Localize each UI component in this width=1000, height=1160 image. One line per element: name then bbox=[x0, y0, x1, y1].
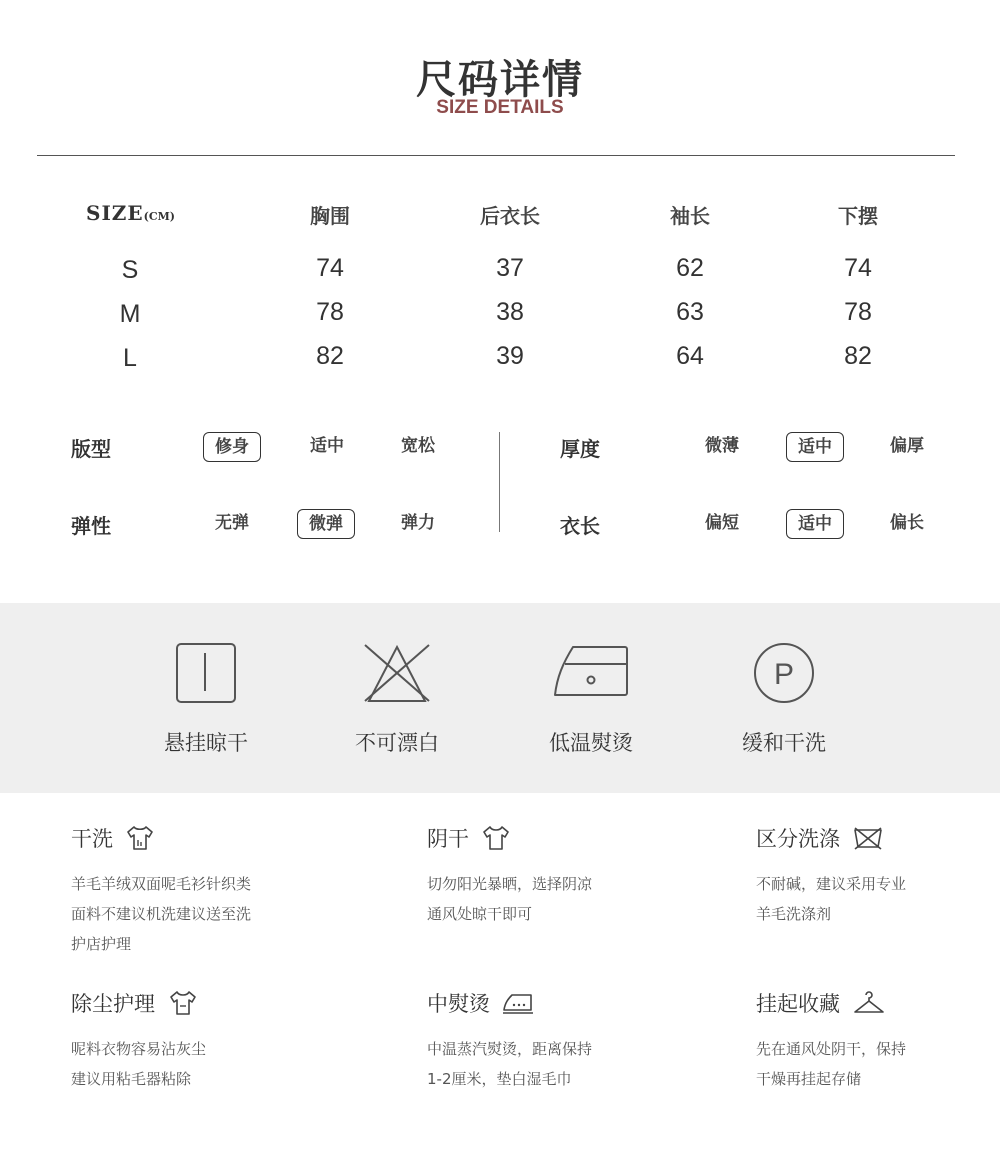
hanger-icon bbox=[852, 989, 886, 1017]
care-tip-shade-dry bbox=[427, 823, 592, 929]
care-tip-line: 羊毛洗涤剂 bbox=[756, 905, 832, 923]
row-size-label: M bbox=[119, 300, 141, 328]
care-tip-hang-store bbox=[756, 988, 906, 1094]
attr-label-fit: 版型 bbox=[71, 437, 111, 461]
option-length-short: 偏短 bbox=[705, 513, 739, 533]
table-cell: 64 bbox=[676, 342, 704, 370]
column-header-chest: 胸围 bbox=[310, 204, 350, 228]
attr-label-length: 衣长 bbox=[560, 514, 600, 538]
hang-dry-icon bbox=[174, 641, 238, 705]
table-cell: 38 bbox=[496, 298, 524, 326]
gentle-dryclean-icon bbox=[752, 641, 816, 705]
table-cell: 37 bbox=[496, 254, 524, 282]
care-symbol-label: 悬挂晾干 bbox=[164, 731, 248, 755]
care-tip-line: 切勿阳光暴晒，选择阴凉 bbox=[427, 875, 593, 893]
svg-text:P: P bbox=[773, 658, 795, 691]
care-tip-title: 阴干 bbox=[427, 827, 469, 851]
attributes-divider bbox=[499, 432, 500, 532]
dryclean-shirt-icon bbox=[125, 824, 155, 852]
low-iron-icon bbox=[551, 641, 631, 705]
care-symbols-band bbox=[0, 603, 1000, 793]
option-thickness-thick: 偏厚 bbox=[890, 436, 924, 456]
column-header-back-length: 后衣长 bbox=[480, 204, 540, 228]
care-tip-line: 干燥再挂起存储 bbox=[756, 1070, 862, 1088]
tshirt-icon bbox=[481, 824, 511, 852]
no-bleach-icon bbox=[361, 641, 433, 705]
care-tip-line: 中温蒸汽熨烫，距离保持 bbox=[427, 1040, 593, 1058]
care-tip-line: 通风处晾干即可 bbox=[427, 905, 533, 923]
care-tip-title: 中熨烫 bbox=[427, 992, 490, 1016]
care-tip-line: 不耐碱，建议采用专业 bbox=[756, 875, 907, 893]
care-tip-dust bbox=[71, 988, 206, 1094]
care-tip-title: 干洗 bbox=[71, 827, 113, 851]
dust-shirt-icon bbox=[167, 989, 199, 1017]
care-tip-dryclean bbox=[71, 823, 251, 959]
table-cell: 39 bbox=[496, 342, 524, 370]
column-header-sleeve: 袖长 bbox=[670, 204, 710, 228]
table-cell: 82 bbox=[316, 342, 344, 370]
page-subtitle: SIZE DETAILS bbox=[436, 97, 564, 118]
table-cell: 78 bbox=[316, 298, 344, 326]
unit-label: (CM) bbox=[143, 210, 175, 223]
page-title: 尺码详情 bbox=[416, 57, 584, 103]
option-thickness-medium: 适中 bbox=[786, 432, 844, 462]
option-elasticity-slight: 微弹 bbox=[297, 509, 355, 539]
table-cell: 82 bbox=[844, 342, 872, 370]
care-tip-separate-wash bbox=[756, 823, 906, 929]
attr-label-thickness: 厚度 bbox=[560, 437, 600, 461]
row-size-label: S bbox=[121, 256, 139, 284]
care-tip-iron bbox=[427, 988, 592, 1094]
care-tip-line: 护店护理 bbox=[71, 935, 132, 953]
table-cell: 74 bbox=[316, 254, 344, 282]
care-tip-line: 羊毛羊绒双面呢毛衫针织类 bbox=[71, 875, 252, 893]
iron-icon bbox=[502, 991, 534, 1015]
size-column-header bbox=[86, 201, 175, 225]
care-tip-line: 建议用粘毛器粘除 bbox=[71, 1070, 192, 1088]
option-fit-loose: 宽松 bbox=[401, 436, 435, 456]
no-wash-icon bbox=[852, 825, 884, 851]
care-tip-title: 挂起收藏 bbox=[756, 992, 840, 1016]
option-elasticity-stretch: 弹力 bbox=[401, 513, 435, 533]
care-tip-line: 面料不建议机洗建议送至洗 bbox=[71, 905, 252, 923]
option-elasticity-none: 无弹 bbox=[215, 513, 249, 533]
option-length-medium: 适中 bbox=[786, 509, 844, 539]
care-tip-line: 先在通风处阴干，保持 bbox=[756, 1040, 907, 1058]
option-length-long: 偏长 bbox=[890, 513, 924, 533]
care-tip-line: 呢料衣物容易沾灰尘 bbox=[71, 1040, 207, 1058]
care-tip-title: 区分洗涤 bbox=[756, 827, 840, 851]
row-size-label: L bbox=[123, 344, 137, 372]
size-label: SIZE bbox=[86, 201, 144, 225]
care-symbol-label: 不可漂白 bbox=[355, 731, 439, 755]
care-symbol-label: 缓和干洗 bbox=[742, 731, 826, 755]
option-fit-regular: 适中 bbox=[310, 436, 344, 456]
option-fit-slim: 修身 bbox=[203, 432, 261, 462]
care-tip-line: 1-2厘米，垫白湿毛巾 bbox=[427, 1070, 572, 1088]
column-header-hem: 下摆 bbox=[838, 204, 878, 228]
attr-label-elasticity: 弹性 bbox=[71, 514, 111, 538]
table-cell: 62 bbox=[676, 254, 704, 282]
table-cell: 74 bbox=[844, 254, 872, 282]
option-thickness-thin: 微薄 bbox=[705, 436, 739, 456]
table-cell: 63 bbox=[676, 298, 704, 326]
table-cell: 78 bbox=[844, 298, 872, 326]
care-symbol-label: 低温熨烫 bbox=[549, 731, 633, 755]
header-divider bbox=[37, 155, 955, 156]
care-tip-title: 除尘护理 bbox=[71, 992, 155, 1016]
